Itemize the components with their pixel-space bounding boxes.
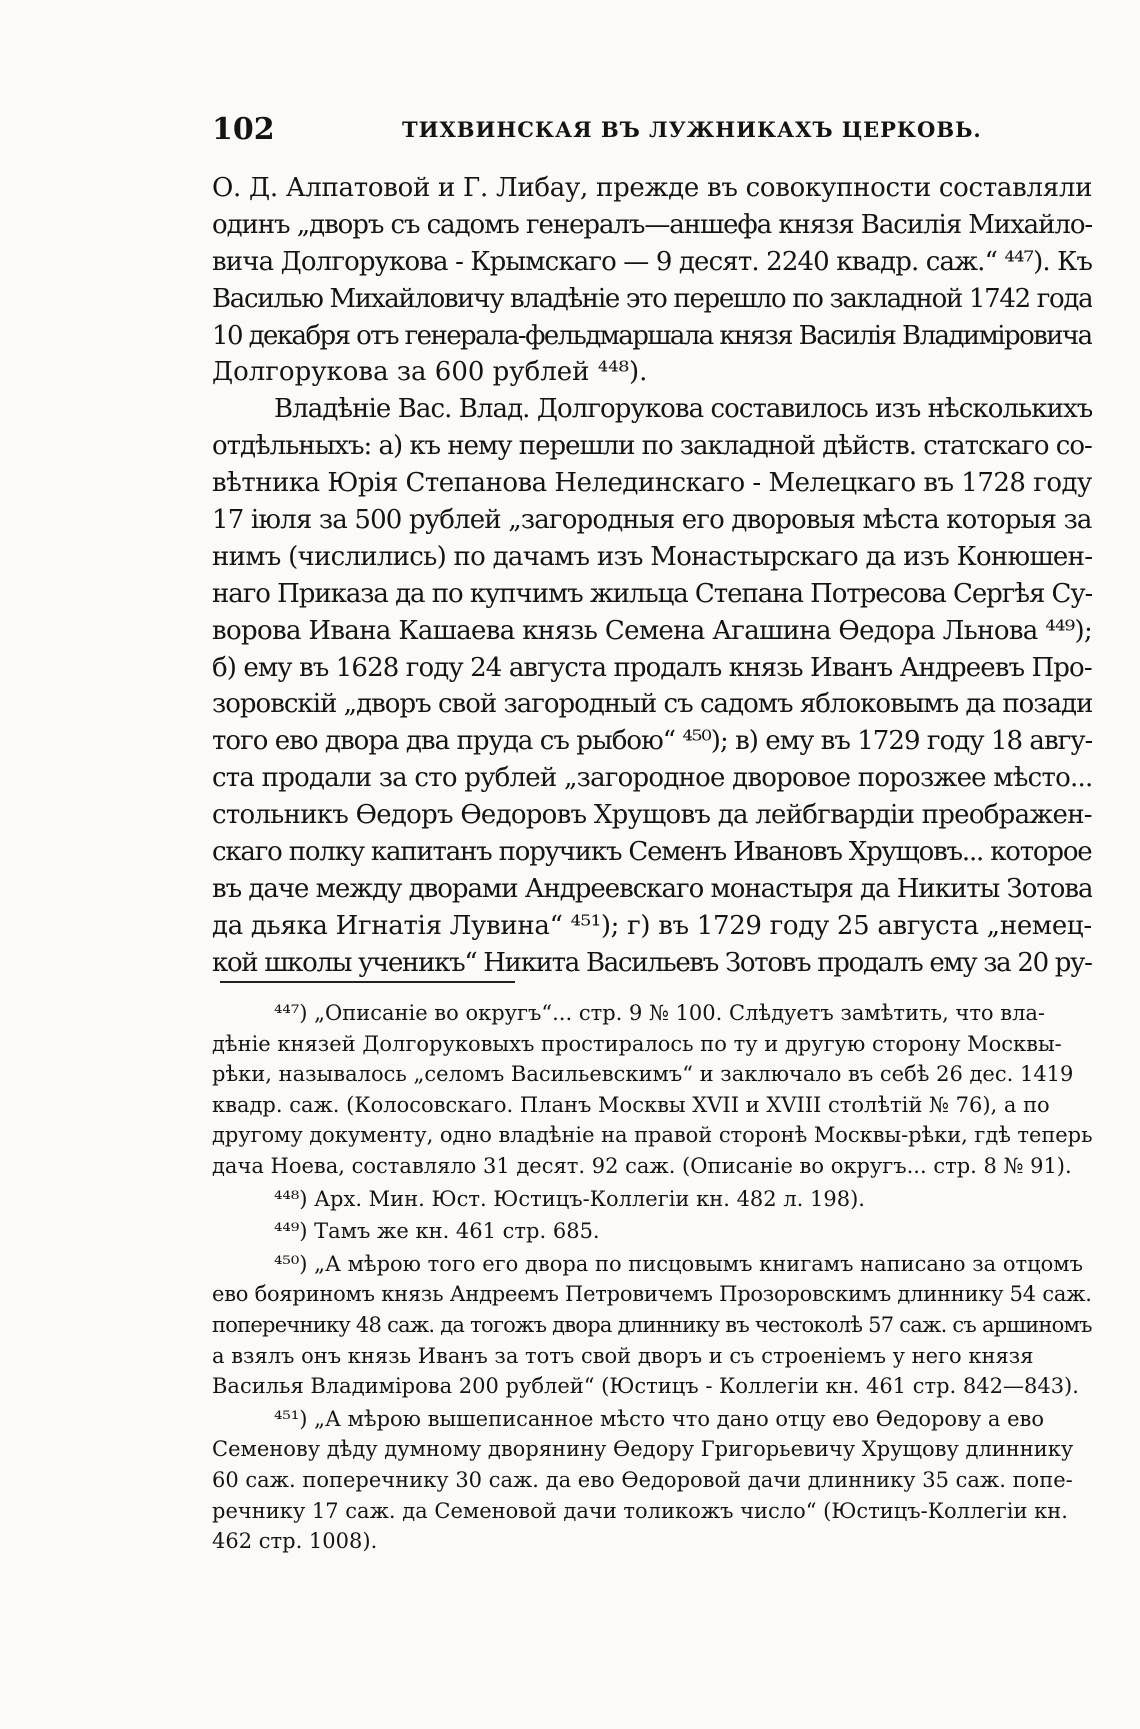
page-header xyxy=(212,110,1092,150)
text-line: 10 декабря отъ генерала-фельдмаршала князя Василія Владиміровича xyxy=(212,320,1092,351)
footnote-line: а взялъ онъ князь Иванъ за тотъ свой дворъ и съ строеніемъ у него князя xyxy=(212,1343,1034,1368)
footnote-line: дача Ноева, составляло 31 десят. 92 саж. (Описаніе во округъ... стр. 8 № 91). xyxy=(212,1153,1072,1178)
footnote-line: 462 стр. 1008). xyxy=(212,1529,378,1554)
text-line: вича Долгорукова - Крымскаго — 9 десят. 2240 квадр. саж.“ ⁴⁴⁷). Къ xyxy=(212,246,1092,277)
footnote-line: квадр. саж. (Колосовскаго. Планъ Москвы XVII и XVIII столѣтій № 76), а по xyxy=(212,1092,1050,1117)
main-text xyxy=(212,170,1092,982)
footnote-line: 60 саж. поперечнику 30 саж. да ево Ѳедоровой дачи длиннику 35 саж. попе- xyxy=(212,1467,1073,1492)
text-line: отдѣльныхъ: а) къ нему перешли по закладной дѣйств. статскаго со- xyxy=(212,431,1092,462)
text-line: наго Приказа да по купчимъ жильца Степана Потресова Сергѣя Су- xyxy=(212,578,1092,609)
text-line: вѣтника Юрія Степанова Нелединскаго - Мелецкаго въ 1728 году xyxy=(212,468,1092,499)
text-line: стольникъ Ѳедоръ Ѳедоровъ Хрущовъ да лейбгвардіи преображен- xyxy=(212,800,1092,831)
running-title: ТИХВИНСКАЯ ВЪ ЛУЖНИКАХЪ ЦЕРКОВЬ. xyxy=(402,117,982,142)
text-line: да дьяка Игнатія Лувина“ ⁴⁵¹); г) въ 1729 году 25 августа „немец- xyxy=(212,910,1092,941)
text-line: ворова Ивана Кашаева князь Семена Агашина Ѳедора Льнова ⁴⁴⁹); xyxy=(212,615,1092,646)
text-line: того ево двора два пруда съ рыбою“ ⁴⁵⁰); в) ему въ 1729 году 18 авгу- xyxy=(212,726,1092,757)
text-line: Владѣніе Вас. Влад. Долгорукова составилось изъ нѣсколькихъ xyxy=(274,394,1092,425)
footnotes xyxy=(212,998,1092,1557)
footnote-line: поперечнику 48 саж. да тогожъ двора длиннику въ честоколѣ 57 саж. съ аршиномъ xyxy=(212,1312,1092,1337)
footnote-line: ⁴⁴⁹) Тамъ же кн. 461 стр. 685. xyxy=(274,1219,600,1244)
footnote-line: речнику 17 саж. да Семеновой дачи толикожъ число“ (Юстицъ-Коллегіи кн. xyxy=(212,1498,1068,1523)
footnote-line: Василья Владимірова 200 рублей“ (Юстицъ - Коллегіи кн. 461 стр. 842—843). xyxy=(212,1374,1079,1399)
text-line: кой школы ученикъ“ Никита Васильевъ Зотовъ продалъ ему за 20 ру- xyxy=(212,947,1092,978)
footnote-line: ⁴⁴⁷) „Описаніе во округъ“... стр. 9 № 100. Слѣдуетъ замѣтить, что вла- xyxy=(274,1001,1046,1025)
text-line: въ даче между дворами Андреевскаго монастыря да Никиты Зотова xyxy=(212,873,1092,904)
text-line: Василью Михайловичу владѣніе это перешло по закладной 1742 года xyxy=(212,283,1092,314)
footnote-line: ⁴⁵⁰) „А мѣрою того его двора по писцовымъ книгамъ написано за отцомъ xyxy=(274,1251,1083,1276)
text-line: ста продали за сто рублей „загородное дворовое порозжее мѣсто... xyxy=(212,763,1092,794)
text-line: Долгорукова за 600 рублей ⁴⁴⁸). xyxy=(212,357,648,388)
footnote-line: ⁴⁵¹) „А мѣрою вышеписанное мѣсто что дано отцу ево Ѳедорову а ево xyxy=(274,1406,1045,1431)
footnote-line: Семенову дѣду думному дворянину Ѳедору Григорьевичу Хрущову длиннику xyxy=(212,1437,1074,1462)
footnote-line: ево бояриномъ князь Андреемъ Петровичемъ Прозоровскимъ длиннику 54 саж. xyxy=(212,1282,1092,1307)
text-line: 17 іюля за 500 рублей „загородныя его дворовыя мѣста которыя за xyxy=(212,505,1092,536)
text-line: скаго полку капитанъ поручикъ Семенъ Ивановъ Хрущовъ... которое xyxy=(212,837,1092,868)
page-number: 102 xyxy=(212,112,275,147)
footnote-line: дѣніе князей Долгоруковыхъ простиралось по ту и другую сторону Москвы- xyxy=(212,1031,1062,1056)
footnote-line: другому документу, одно владѣніе на правой сторонѣ Москвы-рѣки, гдѣ теперь xyxy=(212,1123,1092,1148)
footnote-line: рѣки, называлось „селомъ Васильевскимъ“ и заключало въ себѣ 26 дес. 1419 xyxy=(212,1062,1074,1087)
text-line: зоровскій „дворъ свой загородный съ садомъ яблоковымъ да позади xyxy=(212,689,1092,720)
text-line: одинъ „дворъ съ садомъ генералъ—аншефа князя Василія Михайло- xyxy=(212,209,1092,240)
footnote-line: ⁴⁴⁸) Арх. Мин. Юст. Юстицъ-Коллегіи кн. 482 л. 198). xyxy=(274,1186,865,1211)
text-line: нимъ (числились) по дачамъ изъ Монастырскаго да изъ Конюшен- xyxy=(212,541,1092,572)
text-line: б) ему въ 1628 году 24 августа продалъ князь Иванъ Андреевъ Про- xyxy=(212,652,1092,683)
footnote-divider xyxy=(220,981,515,983)
text-line: О. Д. Алпатовой и Г. Либау, прежде въ совокупности составляли xyxy=(212,173,1092,203)
